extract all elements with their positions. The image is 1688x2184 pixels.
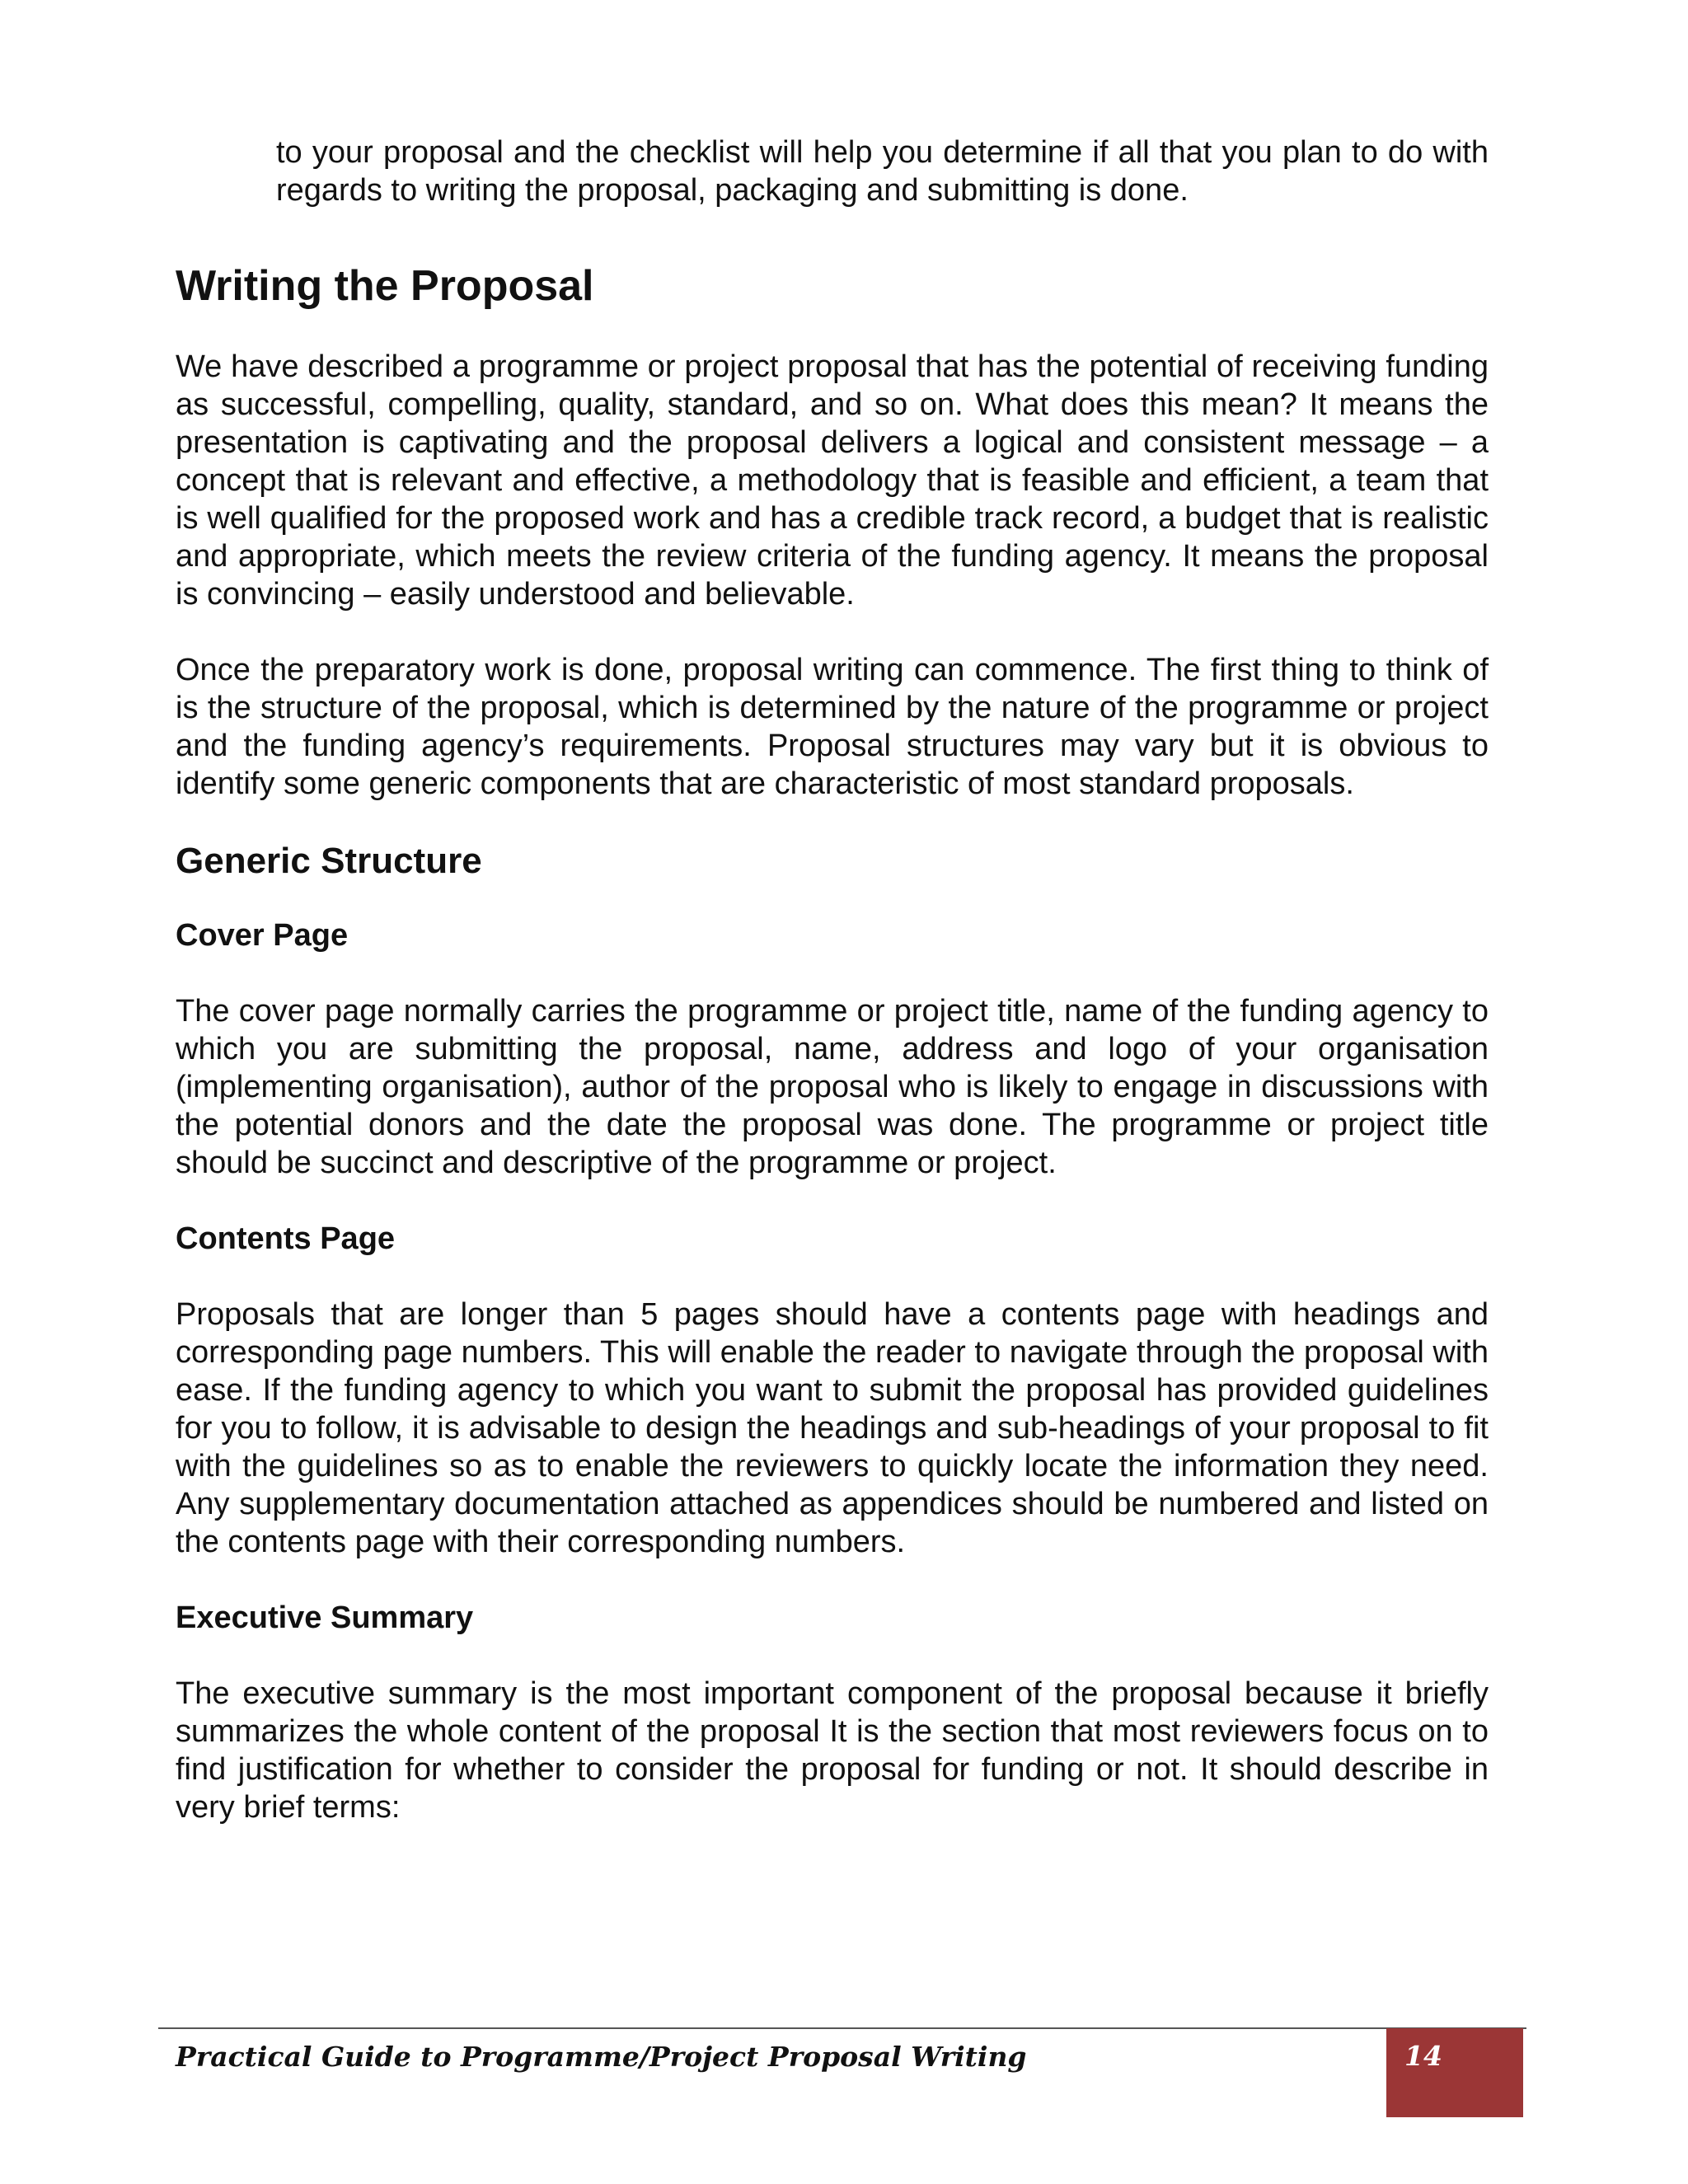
section-heading-generic-structure: Generic Structure (176, 841, 482, 881)
paragraph-cover-page: The cover page normally carries the programme or project title, name of the funding agency to which you are submitting the proposal, name, address and logo of your organisation (implementing organisation), author of the proposal who is likely to engage in discussions with the potential donors and the date the proposal was done. The programme or project title should be succinct and descriptive of the programme or project. (176, 994, 1489, 1180)
subheading-cover-page: Cover Page (176, 918, 349, 953)
continuation-paragraph: to your proposal and the checklist will help you determine if all that you plan to do with regards to writing the proposal, packaging and submitting is done. (276, 135, 1489, 208)
page-number: 14 (1404, 2040, 1442, 2072)
paragraph-proposal-structure: Once the preparatory work is done, proposal writing can commence. The first thing to think of is the structure of the proposal, which is determined by the nature of the programme or project and the funding agency’s requirements. Proposal structures may vary but it is obvious to identify some generic components that are characteristic of most standard proposals. (176, 653, 1489, 801)
subheading-executive-summary: Executive Summary (176, 1601, 474, 1635)
page-content (176, 134, 1489, 1826)
footer-document-title: Practical Guide to Programme/Project Proposal Writing (176, 2041, 1027, 2073)
paragraph-executive-summary: The executive summary is the most important component of the proposal because it briefly summarizes the whole content of the proposal It is the section that most reviewers focus on to find justification for whether to consider the proposal for funding or not. It should describe in very brief terms: (176, 1676, 1489, 1825)
page-number-badge (1386, 2028, 1523, 2117)
paragraph-contents-page: Proposals that are longer than 5 pages should have a contents page with headings and corresponding page numbers. This will enable the reader to navigate through the proposal with ease. If the funding agency to which you want to submit the proposal has provided guidelines for you to follow, it is advisable to design the headings and sub-headings of your proposal to fit with the guidelines so as to enable the reviewers to quickly locate the information they need. Any supplementary documentation attached as appendices should be numbered and listed on the contents page with their corresponding numbers. (176, 1297, 1489, 1559)
subheading-contents-page: Contents Page (176, 1221, 396, 1256)
section-heading-writing-the-proposal: Writing the Proposal (176, 262, 594, 310)
footer-divider (158, 2027, 1526, 2029)
paragraph-proposal-meaning: We have described a programme or project proposal that has the potential of receiving funding as successful, compelling, quality, standard, and so on. What does this mean? It means the presentation is captivating and the proposal delivers a logical and consistent message – a concept that is relevant and effective, a methodology that is feasible and efficient, a team that is well qualified for the proposed work and has a credible track record, a budget that is realistic and appropriate, which meets the review criteria of the funding agency. It means the proposal is convincing – easily understood and believable. (176, 349, 1489, 612)
